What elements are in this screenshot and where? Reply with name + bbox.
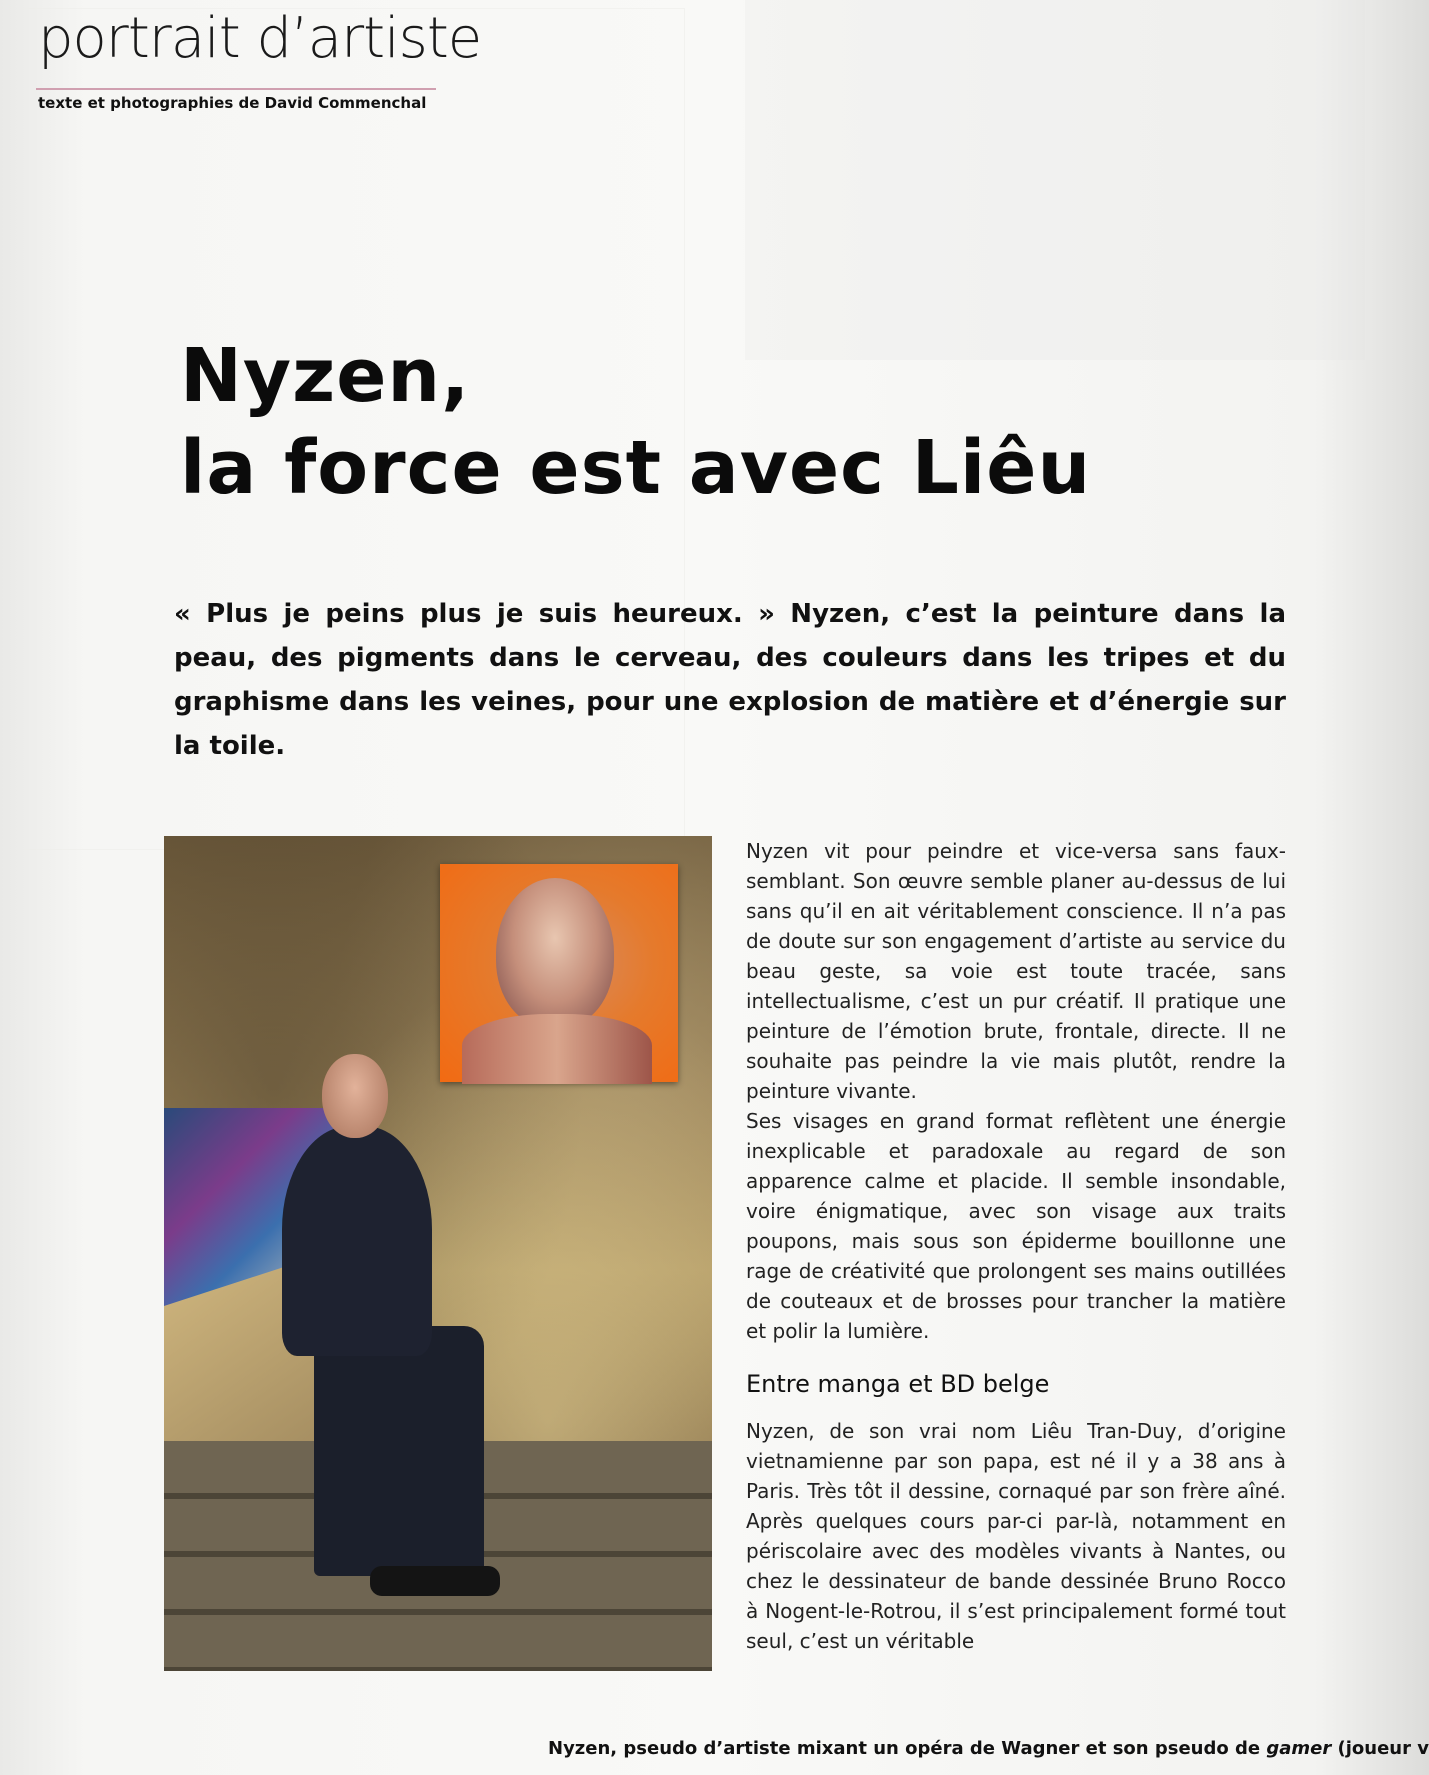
- caption-italic: gamer: [1266, 1738, 1332, 1759]
- photo-artist-shoes: [370, 1566, 500, 1596]
- photo-artist-head: [322, 1054, 388, 1138]
- body-paragraph-2: Ses visages en grand format reflètent une énergie inexplicable et paradoxale au regard de son apparence calme et placide. Il semble insondable, voire énigmatique, avec son visage aux traits poupons, mais sous son épiderme bouillonne une rage de créativité que prolongent ses mains outillées de couteaux et de brosses pour trancher la matière et polir la lumière.: [746, 1109, 1286, 1343]
- photo-artist-legs: [314, 1326, 484, 1576]
- byline: texte et photographies de David Commenchal: [38, 94, 427, 112]
- section-rule: [36, 88, 436, 90]
- article-headline: [180, 330, 1091, 514]
- article-lede: « Plus je peins plus je suis heureux. » Nyzen, c’est la peinture dans la peau, des pigments dans le cerveau, des couleurs dans les tripes et du graphisme dans les veines, pour une explosion de matière et d’énergie sur la toile.: [174, 599, 1286, 761]
- caption-text: Nyzen, pseudo d’artiste mixant un opéra de Wagner et son pseudo de: [548, 1738, 1267, 1759]
- headline-line-1: Nyzen,: [180, 333, 471, 419]
- caption-text-end: (joueur v: [1331, 1738, 1429, 1759]
- photo-caption: [548, 1738, 1429, 1759]
- body-paragraph-3: Nyzen, de son vrai nom Liêu Tran-Duy, d’origine vietnamienne par son papa, est né il y a 38 ans à Paris. Très tôt il dessine, cornaqué par son frère aîné. Après quelques cours par-ci par-là, notamment en périscolaire avec des modèles vivants à Nantes, ou chez le dessinateur de bande dessinée Bruno Rocco à Nogent-le-Rotrou, il s’est principalement formé tout seul, c’est un véritable: [746, 1419, 1286, 1653]
- photo-artist-torso: [282, 1126, 432, 1356]
- background-bleed-right: [745, 0, 1365, 360]
- body-paragraph-1: Nyzen vit pour peindre et vice-versa sans faux-semblant. Son œuvre semble planer au-dessus de lui sans qu’il en ait véritablement conscience. Il n’a pas de doute sur son engagement d’artiste au service du beau geste, sa voie est toute tracée, sans intellectualisme, c’est un pur créatif. Il pratique une peinture de l’émotion brute, frontale, directe. Il ne souhaite pas peindre la vie mais plutôt, rendre la peinture vivante.: [746, 839, 1286, 1103]
- section-subhead: Entre manga et BD belge: [746, 1370, 1050, 1398]
- photo-portrait-painting: [440, 864, 678, 1082]
- section-title: portrait d’artiste: [38, 6, 482, 71]
- artist-photo: [164, 836, 712, 1671]
- headline-line-2: la force est avec Liêu: [180, 425, 1092, 511]
- painting-shoulders: [462, 1014, 652, 1084]
- painting-face: [496, 878, 614, 1028]
- article-body: [746, 836, 1286, 1656]
